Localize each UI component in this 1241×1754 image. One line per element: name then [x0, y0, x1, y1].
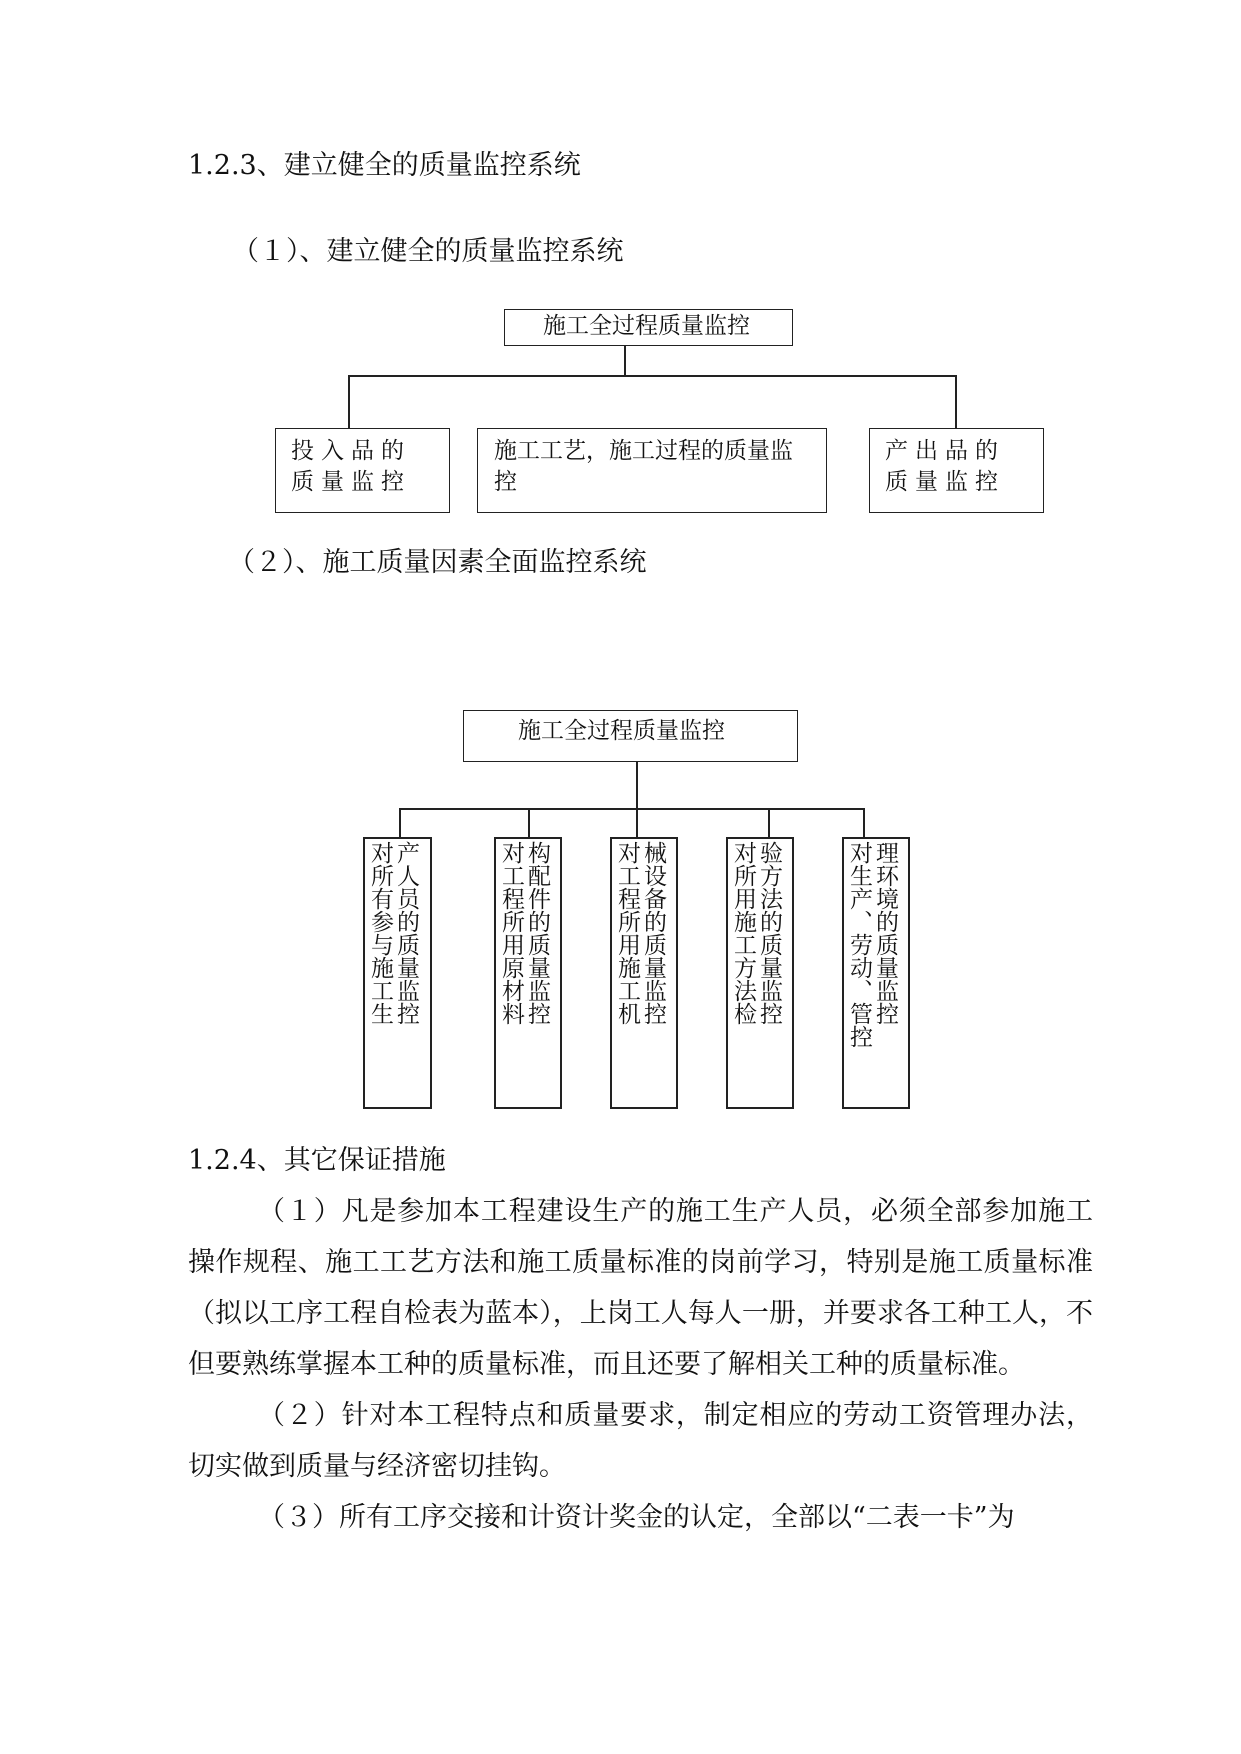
- chart1-child-box: [869, 428, 1044, 513]
- chart2-child-text-col: 对工程所用施工机: [614, 841, 640, 1025]
- chart1-child-label: 产出品的质量监控: [885, 438, 1005, 495]
- chart2-child-text-col: 理环境的质量监控: [872, 841, 898, 1025]
- chart2-child-box: [610, 837, 678, 1109]
- chart2-connector: [636, 762, 638, 838]
- paragraph: （２）针对本工程特点和质量要求，制定相应的劳动工资管理办法，切实做到质量与经济密切挂钩。: [188, 1400, 1093, 1482]
- chart2-child-box: [842, 837, 910, 1109]
- chart2-child-text-col: 对生产、劳动、管控: [846, 841, 872, 1048]
- paragraph: （１）凡是参加本工程建设生产的施工生产人员，必须全部参加施工操作规程、施工工艺方法和施工质量标准的岗前学习，特别是施工质量标准（拟以工序工程自检表为蓝本），上岗工人每人一册，并要求各工种工人，不但要熟练掌握本工种的质量标准，而且还要了解相关工种的质量标准。: [188, 1196, 1093, 1380]
- chart2-root-box: [463, 710, 798, 762]
- subsection-heading-1: （１）、建立健全的质量监控系统: [232, 236, 624, 267]
- chart1-child-box: [477, 428, 827, 513]
- chart2-child-text-col: 产人员的质量监控: [393, 841, 419, 1025]
- chart2-connector: [399, 808, 865, 810]
- chart2-connector: [768, 808, 770, 838]
- chart2-child-text-col: 对所用施工方法检: [730, 841, 756, 1025]
- chart1-connector: [955, 375, 957, 428]
- chart2-child-text-col: 对所有参与施工生: [367, 841, 393, 1025]
- chart2-child-text-col: 对工程所用原材料: [498, 841, 524, 1025]
- chart1-child-label: 施工工艺，施工过程的质量监控: [494, 438, 793, 495]
- chart1-child-box: [275, 428, 450, 513]
- chart2-connector: [399, 808, 401, 838]
- chart1-child-label: 投入品的质量监控: [291, 438, 411, 495]
- chart2-child-box: [726, 837, 794, 1109]
- chart2-child-text-col: 械设备的质量监控: [640, 841, 666, 1025]
- chart2-connector: [863, 808, 865, 838]
- chart1-connector: [624, 346, 626, 376]
- chart2-child-box: [494, 837, 562, 1109]
- chart1-root-label: 施工全过程质量监控: [543, 313, 750, 339]
- chart2-child-box: [363, 837, 432, 1109]
- section-heading: 1.2.3、建立健全的质量监控系统: [188, 150, 581, 181]
- chart2-child-text-col: 构配件的质量监控: [524, 841, 550, 1025]
- paragraph: （３）所有工序交接和计资计奖金的认定，全部以“二表一卡”为: [258, 1502, 1015, 1533]
- chart2-child-text-col: 验方法的质量监控: [756, 841, 782, 1025]
- chart2-root-label: 施工全过程质量监控: [518, 718, 725, 744]
- chart1-connector: [348, 375, 350, 428]
- chart2-connector: [528, 808, 530, 838]
- subsection-heading-2: （２）、施工质量因素全面监控系统: [228, 547, 647, 578]
- chart1-connector: [348, 375, 957, 377]
- body-text: [188, 1186, 1093, 1543]
- section-heading: 1.2.4、其它保证措施: [188, 1145, 446, 1176]
- chart1-root-box: [504, 309, 793, 346]
